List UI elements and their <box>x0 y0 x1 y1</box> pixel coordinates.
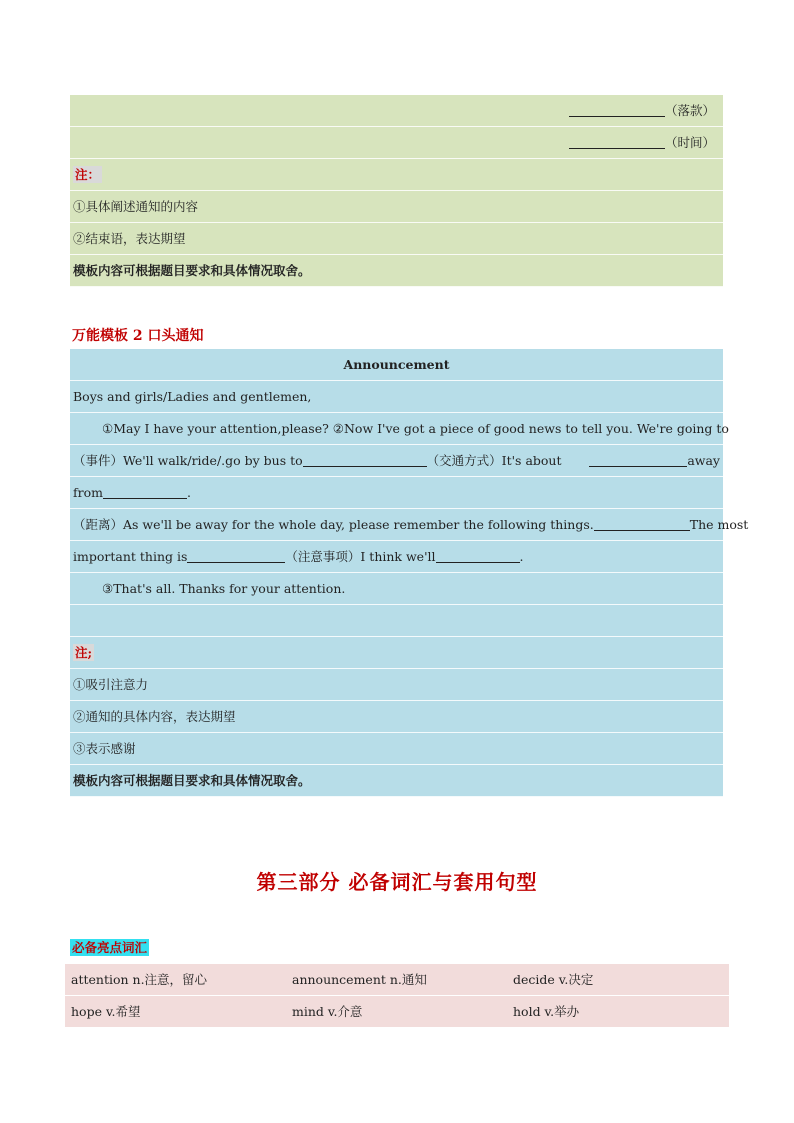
note-item: ①具体阐述通知的内容 <box>70 191 723 223</box>
note-item: ②通知的具体内容，表达期望 <box>70 701 723 733</box>
vocab-cell: decide v.决定 <box>513 972 594 987</box>
line5-text-b: （注意事项）I think we'll <box>285 549 436 564</box>
line5-text-a: important thing is <box>73 549 188 564</box>
note-item: ①吸引注意力 <box>70 669 723 701</box>
line2-text-a: （事件）We'll walk/ride/.go by bus to <box>73 453 303 468</box>
vocab-label: 必备亮点词汇 <box>72 940 148 955</box>
note-label-row <box>70 159 723 191</box>
body-line-5: important thing is （注意事项）I think we'll . <box>70 541 723 573</box>
line2-text-c: away <box>687 453 720 468</box>
line2-text-b: （交通方式）It's about <box>426 453 562 468</box>
body-line-2 <box>70 445 723 477</box>
note-label-row <box>70 637 723 669</box>
vocab-cell: hold v.举办 <box>513 1004 580 1019</box>
time-row <box>70 127 723 159</box>
line3-text: from <box>73 485 103 500</box>
from-blank <box>103 483 187 499</box>
vocab-cell: announcement n.通知 <box>292 972 427 987</box>
vocab-cell: attention n.注意，留心 <box>71 972 208 987</box>
empty-row <box>70 605 723 637</box>
time-blank <box>569 133 665 149</box>
note-item: ②结束语，表达期望 <box>70 223 723 255</box>
think-blank <box>436 547 520 563</box>
note-item: ③表示感谢 <box>70 733 723 765</box>
body-line-3: from . <box>70 477 723 509</box>
line4-text-b: The most <box>689 517 749 532</box>
table-row <box>65 964 729 996</box>
line4-text-a: （距离）As we'll be away for the whole day, please remember the following things. <box>73 517 594 532</box>
vocab-cell: hope v.希望 <box>71 1004 141 1019</box>
things-blank <box>594 515 690 531</box>
vocab-cell: mind v.介意 <box>292 1004 363 1019</box>
table-row <box>65 996 729 1028</box>
announcement-title: Announcement <box>70 349 723 381</box>
signature-row <box>70 95 723 127</box>
note-label: 注： <box>75 167 101 182</box>
template1-box <box>70 95 723 287</box>
body-line-6: ③That's all. Thanks for your attention. <box>70 573 723 605</box>
part3-title: 第三部分 必备词汇与套用句型 <box>256 870 538 894</box>
body-line-4 <box>70 509 749 541</box>
template2-box <box>70 349 749 797</box>
note-label: 注; <box>75 645 93 660</box>
greeting: Boys and girls/Ladies and gentlemen, <box>70 381 723 413</box>
vocab-label-wrap <box>70 938 149 956</box>
signature-label: （落款） <box>664 103 715 118</box>
template-footer: 模板内容可根据题目要求和具体情况取舍。 <box>70 765 723 797</box>
destination-blank <box>303 451 427 467</box>
vocab-table <box>65 964 729 1028</box>
body-line-1: ①May I have your attention,please? ②Now I've got a piece of good news to tell you. We're going to <box>70 413 723 445</box>
important-blank <box>187 547 285 563</box>
template2-heading: 万能模板 2 口头通知 <box>72 328 204 344</box>
template-footer: 模板内容可根据题目要求和具体情况取舍。 <box>70 255 723 287</box>
distance-blank <box>589 451 687 467</box>
signature-blank <box>569 101 665 117</box>
time-label: （时间） <box>664 135 715 150</box>
